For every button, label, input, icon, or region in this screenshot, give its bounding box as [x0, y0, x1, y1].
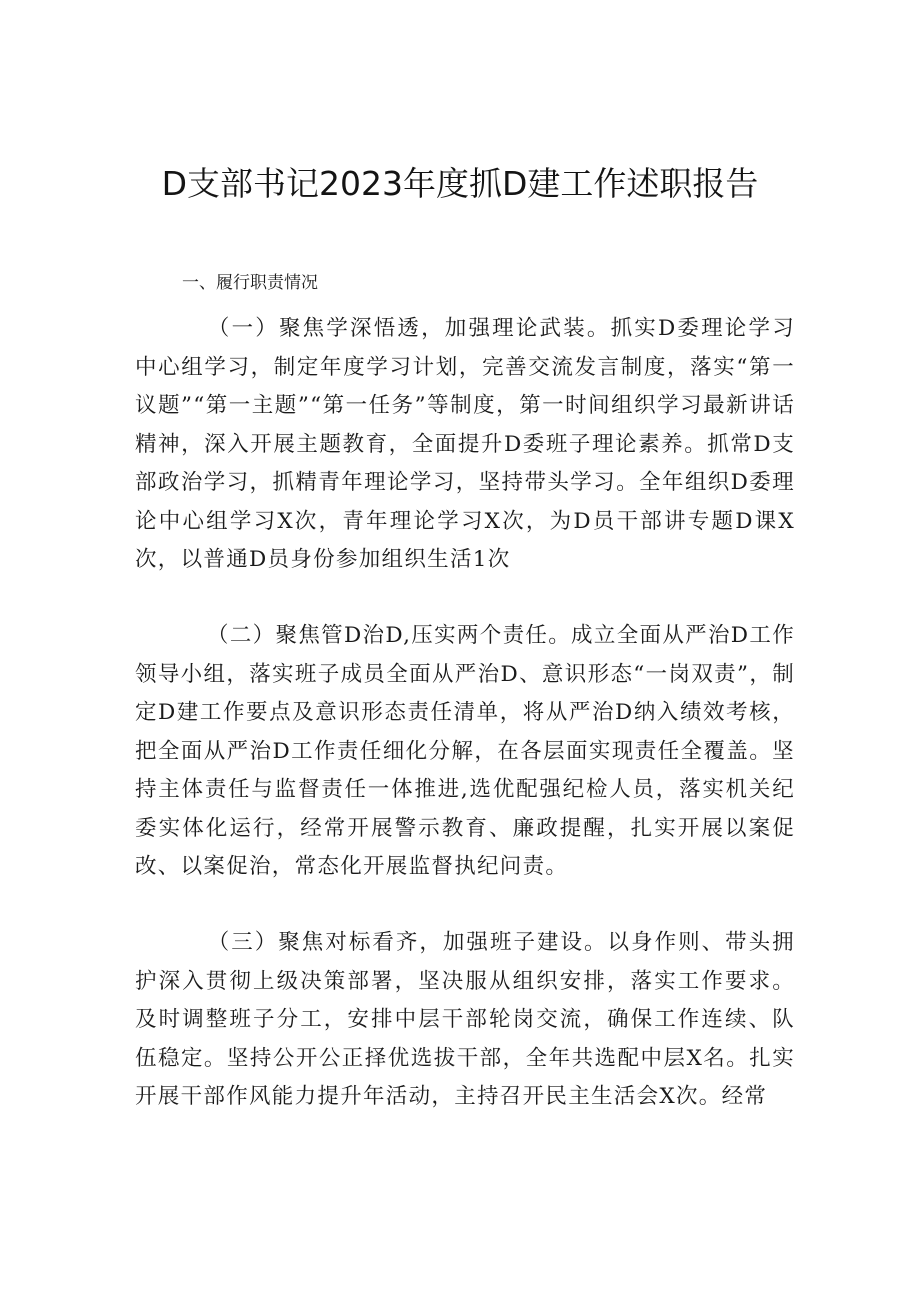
paragraph-3-text: （三）聚焦对标看齐，加强班子建设。以身作则、带头拥护深入贯彻上级决策部署，坚决服从组织安排，落实工作要求。及时调整班子分工，安排中层干部轮岗交流，确保工作连续、队伍稳定。坚持公开公正择优选拔干部，全年共选配中层X名。扎实开展干部作风能力提升年活动，主持召开民主生活会X次。经常 — [135, 930, 795, 1109]
section-heading: 一、履行职责情况 — [182, 273, 318, 293]
paragraph-2 — [135, 617, 795, 887]
document-title: D支部书记2023年度抓D建工作述职报告 — [161, 164, 759, 203]
paragraph-2-text: （二）聚焦管D治D,压实两个责任。成立全面从严治D工作领导小组，落实班子成员全面从严治D、意识形态“一岗双责”，制定D建工作要点及意识形态责任清单，将从严治D纳入绩效考核，把全面从严治D工作责任细化分解，在各层面实现责任全覆盖。坚持主体责任与监督责任一体推进,选优配强纪检人员，落实机关纪委实体化运行，经常开展警示教育、廉政提醒，扎实开展以案促改、以案促治，常态化开展监督执纪问责。 — [135, 623, 795, 879]
paragraph-3 — [135, 924, 795, 1117]
paragraph-1 — [135, 310, 795, 580]
paragraph-1-text: （一）聚焦学深悟透，加强理论武装。抓实D委理论学习中心组学习，制定年度学习计划，完善交流发言制度，落实“第一议题”“第一主题”“第一任务”等制度，第一时间组织学习最新讲话精神，深入开展主题教育，全面提升D委班子理论素养。抓常D支部政治学习，抓精青年理论学习，坚持带头学习。全年组织D委理论中心组学习X次，青年理论学习X次，为D员干部讲专题D课X次，以普通D员身份参加组织生活1次 — [135, 316, 795, 572]
